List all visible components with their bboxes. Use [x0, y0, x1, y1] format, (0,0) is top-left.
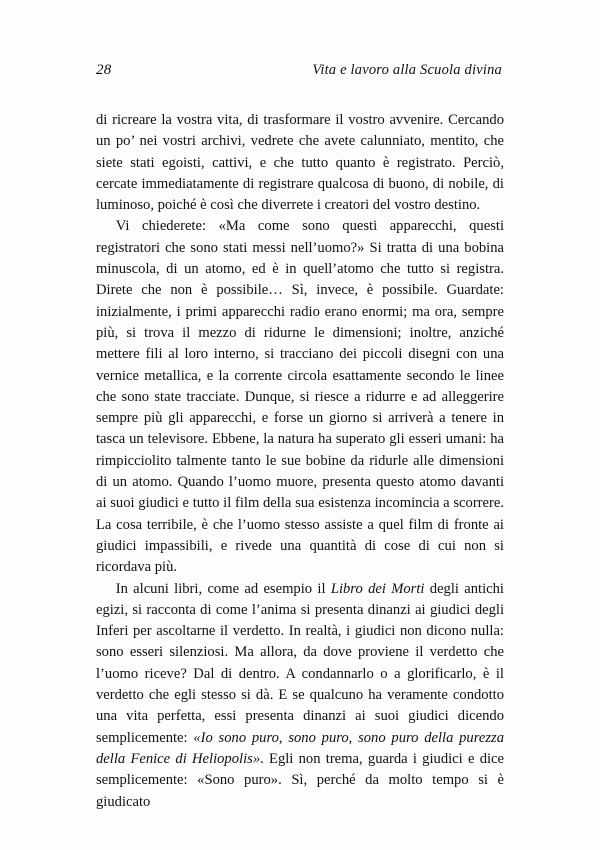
- paragraph: [96, 579, 504, 813]
- paragraph: [96, 216, 504, 578]
- quotation-italic: «Io sono puro, sono puro, sono puro della purezza della Fenice di Heliopolis»: [96, 729, 504, 767]
- text-run: degli antichi egizi, si racconta di come l’anima si presenta dinanzi ai giudici degli Inferi per ascoltarne il verdetto. In realtà, i giudici non dicono nulla: sono esseri silenziosi. Ma allora, da dove proviene il verdetto che l’uomo riceve? Dal di dentro. A condannarlo o a glorificarlo, è il verdetto che egli stesso si dà. E se qualcuno ha veramente condotto una vita perfetta, essi presenta dinanzi ai suoi giudici dicendo semplicemente:: [96, 580, 504, 746]
- text-run: . Egli non trema, guarda i giudici e dice semplicemente: «Sono puro». Sì, perché da molto tempo si è giudicato: [96, 750, 505, 810]
- running-head: [96, 62, 504, 80]
- page-number: 28: [96, 62, 112, 78]
- book-title-italic: Libro dei Morti: [330, 580, 425, 597]
- text-run: Vi chiederete: «Ma come sono questi apparecchi, questi registratori che sono stati messi nell’uomo?» Si tratta di una bobina minuscola, di un atomo, ed è in quell’atomo che tutto si registra. Direte che non è possibile… Sì, invece, è possibile. Guardate: inizialmente, i primi apparecchi radio erano enormi; ma ora, sempre più, si trova il mezzo di ridurne le dimensioni; inoltre, anziché mettere fili al loro interno, si tracciano dei piccoli disegni con una vernice metallica, e la corrente circola esattamente secondo le linee che sono state tracciate. Dunque, si riesce a ridurre e ad alleggerire sempre più gli apparecchi, e forse un giorno si arriverà a tenere in tasca un televisore. Ebbene, la natura ha superato gli esseri umani: ha rimpicciolito talmente tanto le sue bobine da ridurle alle dimensioni di un atomo. Quando l’uomo muore, presenta questo atomo davanti ai suoi giudici e tutto il film della sua esistenza incomincia a scorrere. La cosa terribile, è che l’uomo stesso assiste a quel film di fronte ai giudici impassibili, e rivede una quantità di cose di cui non si ricordava più.: [96, 218, 504, 576]
- paragraph: [96, 110, 504, 216]
- body-text: [96, 110, 504, 813]
- text-run: di ricreare la vostra vita, di trasformare il vostro avvenire. Cercando un po’ nei vostri archivi, vedrete che avete calunniato, mentito, che siete stati egoisti, cattivi, e che tutto quanto è registrato. Perciò, cercate immediatamente di registrare qualcosa di buono, di nobile, di luminoso, poiché è così che diverrete i creatori del vostro destino.: [96, 112, 504, 214]
- text-run: In alcuni libri, come ad esempio il: [115, 580, 331, 597]
- running-title: Vita e lavoro alla Scuola divina: [312, 62, 502, 78]
